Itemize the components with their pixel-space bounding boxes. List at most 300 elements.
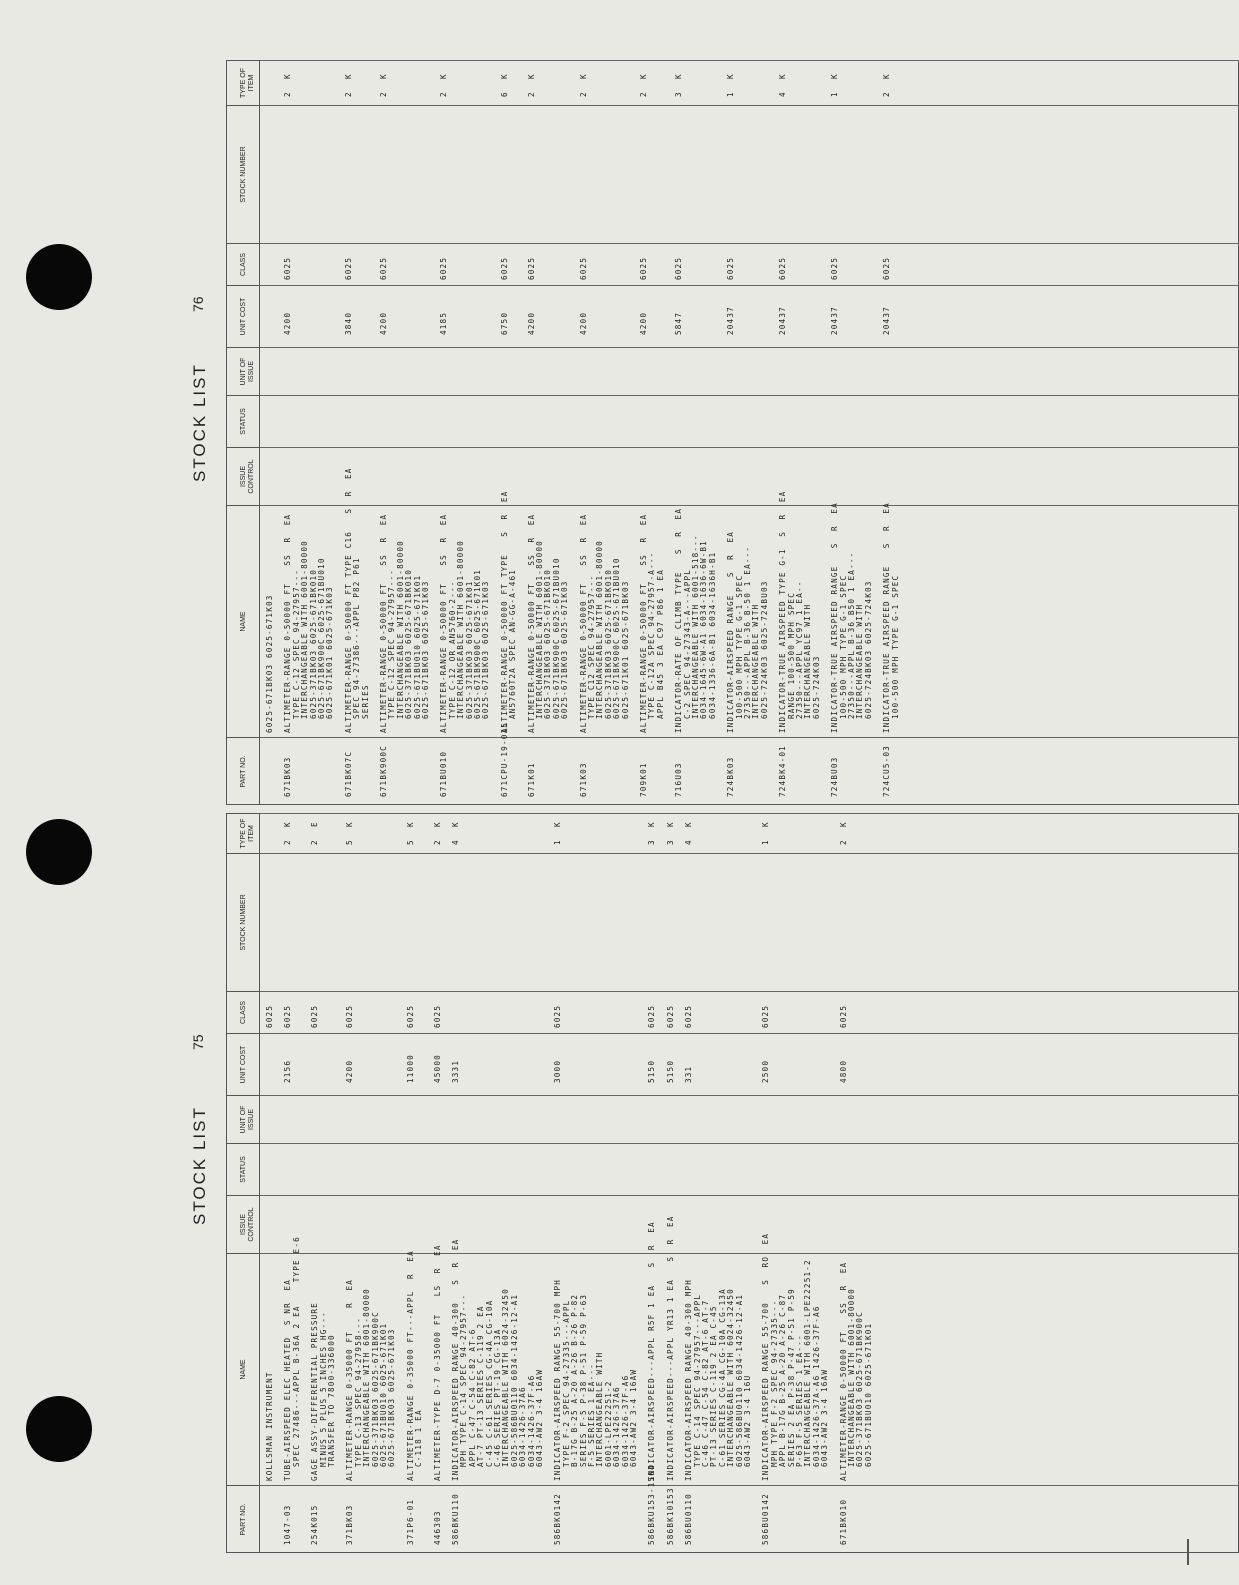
table-row	[580, 60, 640, 805]
part-number: 724BK4-01	[778, 745, 788, 797]
quantity: 3	[665, 839, 675, 845]
class-code: 6025	[665, 1004, 675, 1028]
unit-cost: 2156	[283, 1059, 293, 1083]
item-type: K	[450, 821, 460, 827]
header-cell: STOCK NUMBER	[226, 105, 259, 243]
table-header	[226, 813, 260, 1553]
description-line: 27350---APPL B-36 B50 1 EA---	[846, 551, 856, 719]
quantity: 2	[638, 91, 648, 97]
description-line: 6025-671BK03 6025-671K03	[481, 580, 491, 719]
description-line: SPEC 94-27386---APPL P82 P61	[352, 557, 362, 719]
description-line: RANGE 100-500 MPH SPEC	[786, 592, 796, 719]
class-code: 6025	[553, 1004, 563, 1028]
item-type: E	[310, 821, 320, 827]
part-number: 371P6-01	[405, 1498, 415, 1545]
table-row	[380, 60, 440, 805]
item-description	[528, 514, 570, 733]
description-line: 100-500 MPH TYPE G-1 SPEC	[734, 574, 744, 719]
description-line: 6025-371BK03 6025-671BK010	[404, 568, 414, 719]
description-line: 6025-371BK03 6025-671K01	[464, 580, 474, 719]
part-number: 716U03	[674, 762, 684, 797]
stock-list-table-75	[226, 813, 1239, 1553]
description-line: TYPE C12 SPEC 94-27957---	[586, 574, 596, 719]
description-line: 6025-724K03	[811, 655, 821, 719]
item-description	[345, 467, 370, 733]
table-row	[345, 60, 380, 805]
item-type: K	[343, 73, 353, 79]
description-line: 6043-AW2 3-4 16AW	[629, 1368, 638, 1467]
description-line: INTERCHANGEABLE WITH 6001-80000	[595, 540, 605, 719]
description-line: 6025-671K01 6025-671K03	[325, 586, 335, 719]
unit-cost: 4200	[638, 311, 648, 335]
item-description	[648, 1221, 656, 1481]
description-line: ALTIMETER-RANGE 0-50000 FT TYPE C16 S R EA	[343, 467, 353, 733]
unit-cost: 6750	[499, 311, 509, 335]
item-description	[380, 514, 430, 733]
class-code: 6025	[761, 1004, 771, 1028]
part-number: 671BU010	[439, 750, 449, 797]
item-type: K	[830, 73, 840, 79]
description-line: 6001-LPE22251-2	[603, 1380, 613, 1467]
part-number: 671BK07C	[343, 750, 353, 797]
part-number: 671BK900C	[378, 745, 388, 797]
header-cell: CLASS	[226, 243, 259, 285]
description-line: 6043-AW2 3-4 16AW	[820, 1368, 830, 1467]
description-line: ALTIMETER-RANGE 0-50000 FT SS R EA	[578, 513, 588, 733]
description-line: TUBE-AIRSPEED ELEC HEATED S NR EA	[283, 1278, 293, 1481]
description-line: 6025-671BK900C 6025-671BU010	[612, 557, 622, 719]
quantity: 6	[499, 91, 509, 97]
quantity: 2	[838, 839, 848, 845]
part-number: 1047-03	[283, 1504, 293, 1545]
description-line: 6025-371BK03 6025-671BK900C	[855, 1311, 865, 1467]
item-type: K	[778, 73, 788, 79]
item-description	[346, 1279, 396, 1481]
description-line: INTERCHANGEABLE WITH	[855, 603, 865, 719]
unit-cost: 4200	[578, 311, 588, 335]
table-row	[648, 813, 666, 1553]
item-description	[266, 1371, 274, 1481]
description-line: INTERCHANGEABLE WITH	[595, 1351, 605, 1467]
class-code: 6025	[378, 256, 388, 280]
unit-cost: 4185	[439, 311, 449, 335]
description-line: C-46 C-47 C-54 C-82 AT-6 AT-7	[700, 1299, 710, 1467]
part-number: 671K01	[526, 762, 536, 797]
header-cell: ISSUE CONTROL	[226, 447, 259, 505]
quantity: 5	[345, 839, 355, 845]
part-number: 586BKU110	[450, 1493, 460, 1545]
table-row	[346, 813, 406, 1553]
table-row	[840, 813, 884, 1553]
part-number: 709K01	[638, 762, 648, 797]
description-line: INTERCHANGEABLE WITH 6001-518---	[690, 534, 700, 719]
description-line: 6025-671K01 6025-671BK03	[620, 580, 630, 719]
table-row	[311, 813, 346, 1553]
unit-cost: 45000	[432, 1054, 442, 1083]
item-type: K	[638, 73, 648, 79]
class-code: 6025	[684, 1004, 694, 1028]
item-description	[667, 1215, 675, 1481]
description-line: TYPE C-12A SPEC 94-27957-A---	[647, 551, 657, 719]
item-description	[440, 514, 490, 733]
description-line: INDICATOR-TRUE AIRSPEED TYPE G-1 S R EA	[778, 490, 788, 733]
description-line: AT-7 PT-13 SERIES C-119 2 EA	[476, 1305, 486, 1467]
left-page-number: 75	[190, 1034, 206, 1050]
description-line: PT-13 SERIES C-119 2 EA C-45	[709, 1305, 719, 1467]
quantity: 5	[405, 839, 415, 845]
item-description	[779, 491, 821, 733]
item-description	[266, 594, 274, 733]
table-row	[266, 813, 284, 1553]
class-code: 6025	[638, 256, 648, 280]
class-code: 6025	[778, 256, 788, 280]
description-line: 6025-371BK03 6025-671BK010	[603, 568, 613, 719]
quantity: 4	[684, 839, 694, 845]
table-row	[685, 813, 762, 1553]
unit-cost: 4200	[526, 311, 536, 335]
right-page-title: STOCK LIST	[190, 363, 209, 482]
description-line: INDICATOR-TRUE AIRSPEED RANGE S R EA	[882, 502, 892, 733]
description-line: INTERCHANGEABLE WITH 6001-80000	[534, 540, 544, 719]
quantity: 1	[830, 91, 840, 97]
item-type: K	[283, 73, 293, 79]
item-type: K	[526, 73, 536, 79]
item-type: K	[647, 821, 657, 827]
class-code: 6025	[647, 1004, 657, 1028]
header-cell: UNIT OF ISSUE	[226, 347, 259, 395]
item-description	[452, 1239, 544, 1481]
description-line: INTERCHANGEABLE WITH	[751, 603, 761, 719]
item-type: K	[726, 73, 736, 79]
description-line: ALTIMETER-RANGE 0-50000 FT TYPE S R EA	[499, 490, 509, 733]
description-line: KOLLSMAN INSTRUMENT	[265, 1371, 274, 1481]
description-line: TYPE C-12 SPEC 94-27957---	[291, 568, 301, 719]
header-cell: NAME	[226, 505, 259, 737]
description-line: C-2 SPEC 94-27343-A---APPL	[682, 568, 692, 719]
description-line: 100-500 MPH TYPE G-1 SPEC	[890, 574, 900, 719]
description-line: INDICATOR-AIRSPEED RANGE 55-700 S RO EA	[761, 1232, 771, 1481]
description-line: MPH TYPE C-14 SPEC 94-27957---	[459, 1293, 469, 1467]
item-type: K	[674, 73, 684, 79]
item-type: K	[432, 821, 442, 827]
header-cell: STATUS	[226, 395, 259, 447]
unit-cost: 4200	[378, 311, 388, 335]
item-type: K	[578, 73, 588, 79]
item-type: K	[665, 821, 675, 827]
description-line: ALTIMETER-TYPE D-7 0-35000 FT LS R EA	[432, 1244, 442, 1481]
header-cell: NAME	[226, 1253, 259, 1485]
quantity: 2	[310, 839, 320, 845]
quantity: 1	[761, 839, 771, 845]
right-page-number: 76	[190, 296, 206, 312]
description-line: MPH TYPE F-2 SPEC 94-27335---	[769, 1299, 779, 1467]
class-code: 6025	[830, 256, 840, 280]
description-line: ALTIMETER-RANGE 0-50000 FT SS R EA	[638, 513, 648, 733]
table-row	[554, 813, 648, 1553]
part-number: 254K015	[310, 1504, 320, 1545]
part-number: 371BK03	[345, 1504, 355, 1545]
class-code: 6025	[838, 1004, 848, 1028]
quantity: 2	[283, 91, 293, 97]
table-row	[883, 60, 910, 805]
part-number: 586BK0142	[553, 1493, 563, 1545]
table-row	[452, 813, 554, 1553]
description-line: C-118 1 EA	[414, 1409, 424, 1467]
description-line: C-46 SERIES PT-19 CG-13A	[492, 1328, 502, 1467]
quantity: 2	[526, 91, 536, 97]
unit-cost: 5150	[665, 1059, 675, 1083]
description-line: 6043-AW2 3-4 16U	[742, 1374, 752, 1467]
item-type: K	[882, 73, 892, 79]
part-number: 671CPU-19-015	[499, 721, 509, 797]
table-row	[779, 60, 831, 805]
description-line: 6025-671BK03 6025-671K03	[387, 1328, 397, 1467]
quantity: 4	[450, 839, 460, 845]
quantity: 2	[378, 91, 388, 97]
part-number: 586BKU153-1504	[647, 1464, 657, 1545]
description-line: INDICATOR-AIRSPEED RANGE 40-300 MPH	[684, 1278, 694, 1481]
description-line: 6043-AW2 3-4 16AW	[535, 1368, 545, 1467]
table-row	[501, 60, 528, 805]
class-code: 6025	[405, 1004, 415, 1028]
quantity: 2	[882, 91, 892, 97]
unit-cost: 331	[684, 1065, 694, 1083]
binder-hole	[26, 244, 92, 310]
header-cell: UNIT COST	[226, 1033, 259, 1095]
description-line: ALTIMETER-RANGE 0-50000 FT SS R EA	[439, 513, 449, 733]
description-line: 6034-1426-37A6	[518, 1386, 528, 1467]
description-line: 6025-724K03 6025-724BU03	[759, 580, 769, 719]
description-line: 6025-371BK03 6025-671BK010	[308, 568, 318, 719]
part-number: 724CU5-03	[882, 745, 892, 797]
item-description	[685, 1279, 752, 1481]
quantity: 2	[343, 91, 353, 97]
item-description	[727, 531, 769, 733]
description-line: 6025-724BK03 6025-724K03	[863, 580, 873, 719]
item-description	[284, 1236, 301, 1481]
unit-cost: 4200	[283, 311, 293, 335]
description-line: 6025-671BU010 6025-671K01	[863, 1322, 873, 1467]
item-description	[883, 502, 900, 733]
description-line: APPL B45 3 EA C97 P86 1 EA	[655, 568, 665, 719]
description-line: SERIES 2 EA P-38 P-47 P-51 P-59	[786, 1288, 796, 1467]
binder-hole	[26, 1396, 92, 1462]
unit-cost: 11000	[405, 1054, 415, 1083]
quantity: 2	[283, 839, 293, 845]
item-description	[675, 508, 717, 733]
class-code: 6025	[283, 256, 293, 280]
description-line: INDICATOR-AIRSPEED RANGE 55-700 MPH	[553, 1278, 563, 1481]
description-line: 6034-1426-37A-A6 1426-37F-A6	[811, 1305, 821, 1467]
description-line: INDICATOR-AIRSPEED---APPL YR13 1 EA S R EA	[665, 1215, 675, 1481]
quantity: 4	[778, 91, 788, 97]
class-code: 6025	[674, 256, 684, 280]
description-line: 6025-671BK03 6025-671K03	[421, 580, 430, 719]
class-code: 6025	[310, 1004, 320, 1028]
description-line: INTERCHANGEABLE WITH 6001-80000	[456, 540, 466, 719]
item-type: K	[345, 821, 355, 827]
description-line: 6025-586BU0110 6034-1426-12-A1	[509, 1293, 519, 1467]
quantity: 2	[578, 91, 588, 97]
stock-list-table-76	[226, 60, 1239, 805]
class-code: 6025	[499, 256, 509, 280]
header-cell: TYPE OF ITEM	[226, 813, 259, 853]
description-line: MINUS 5 PLUS 5 INCHES HG---	[318, 1311, 328, 1467]
item-description	[640, 514, 665, 733]
description-line: ALTIMETER-RANGE 0-50000 FT SS R EA	[526, 513, 536, 733]
table-row	[675, 60, 727, 805]
table-row	[284, 60, 344, 805]
description-line: 6025-371BK03 6025-671BK900C	[370, 1311, 380, 1467]
description-line: 6025-671BK900C 6025-671BU010	[551, 557, 561, 719]
table-row	[434, 813, 452, 1553]
description-line: INTERCHANGEABLE WITH 6024-32450	[501, 1288, 511, 1467]
description-line: 6025-671BK03 6025-671K03	[560, 580, 570, 719]
table-row	[640, 60, 675, 805]
part-number: 586BU0110	[684, 1493, 694, 1545]
unit-cost: 20437	[778, 306, 788, 335]
description-line: 6025-671BU010 6025-671K01	[412, 574, 422, 719]
description-line: INDICATOR-AIRSPEED RANGE S R EA	[726, 530, 736, 733]
item-type: K	[684, 821, 694, 827]
table-row	[440, 60, 500, 805]
part-number: 586BK10153	[665, 1487, 675, 1545]
description-line: B-17G B-25 A-20 A-26 B-26 P-82	[570, 1293, 580, 1467]
table-row	[284, 813, 311, 1553]
item-type: K	[838, 821, 848, 827]
header-cell: STATUS	[226, 1143, 259, 1195]
description-line: 27350---APPL B-36 B-50 1 EA---	[742, 545, 752, 719]
description-line: 6034-1426-37F-A6	[526, 1374, 536, 1467]
unit-cost: 3840	[343, 311, 353, 335]
class-code: 6025	[439, 256, 449, 280]
description-line: TYPE C-12 OR AN5760-2---	[447, 580, 457, 719]
description-line: SERIES	[360, 684, 370, 719]
item-type: K	[553, 821, 563, 827]
table-header	[226, 60, 260, 805]
table-body	[266, 60, 910, 805]
description-line: INDICATOR-RATE OF CLIMB TYPE S R EA	[674, 507, 684, 733]
part-number: 446303	[432, 1510, 442, 1545]
part-number: 724BU03	[830, 756, 840, 797]
item-type: K	[405, 821, 415, 827]
part-number: 586BU0142	[761, 1493, 771, 1545]
header-cell: PART NO.	[226, 1485, 259, 1553]
unit-cost: 20437	[726, 306, 736, 335]
description-line: INTERCHANGEABLE WITH 6001-80000	[846, 1288, 856, 1467]
description-line: 6025-671BK900C 6025-671BU010	[317, 557, 327, 719]
description-line: INTERCHANGEABLE WITH 6001-LPE22251-2	[803, 1259, 813, 1467]
item-description	[501, 491, 518, 733]
description-line: 6025-671BK03 6025-671K03	[265, 594, 274, 733]
description-line: INDICATOR-AIRSPEED RANGE 40-300 S R EA	[450, 1238, 460, 1481]
header-cell: UNIT COST	[226, 285, 259, 347]
class-code: 6025	[726, 256, 736, 280]
description-line: TYPE F-2 SPEC 94-27335---APPL	[561, 1299, 571, 1467]
class-code: 6025	[265, 1004, 274, 1028]
description-line: TYPE C-12 SPEC 94-27957---	[387, 568, 397, 719]
description-line: TRANSFER TO 7800-336000	[327, 1334, 336, 1467]
unit-cost: 3331	[450, 1059, 460, 1083]
table-body	[266, 813, 883, 1553]
quantity: 3	[674, 91, 684, 97]
class-code: 6025	[432, 1004, 442, 1028]
unit-cost: 3000	[553, 1059, 563, 1083]
description-line: INTERCHANGEABLE WITH 6024-32450	[726, 1288, 736, 1467]
description-line: ALTIMETER-RANGE 0-50000 FT SS R EA	[838, 1261, 848, 1481]
description-line: 6034-1426-37A6	[612, 1386, 622, 1467]
quantity: 2	[432, 839, 442, 845]
header-cell: UNIT OF ISSUE	[226, 1095, 259, 1143]
quantity: 2	[439, 91, 449, 97]
description-line: ALTIMETER-RANGE 0-50000 FT SS R EA	[283, 513, 293, 733]
unit-cost: 2500	[761, 1059, 771, 1083]
item-description	[580, 514, 630, 733]
header-cell: CLASS	[226, 991, 259, 1033]
description-line: ALTIMETER-RANGE 0-35000 FT---APPL R EA	[405, 1250, 415, 1481]
description-line: INTERCHANGEABLE WITH 6001-80000	[395, 540, 405, 719]
item-type: K	[499, 73, 509, 79]
description-line: 6025-671BK900C 6025-671K01	[472, 568, 482, 719]
description-line: APPL C-47 C-54 C-82 AT-6	[467, 1328, 477, 1467]
item-type: K	[761, 821, 771, 827]
description-line: INDICATOR-TRUE AIRSPEED RANGE S R EA	[830, 502, 840, 733]
unit-cost: 20437	[882, 306, 892, 335]
item-type: K	[439, 73, 449, 79]
quantity: 1	[726, 91, 736, 97]
description-line: 6025-671BU010 6025-671K01	[379, 1322, 388, 1467]
item-type: K	[283, 821, 293, 827]
table-row	[407, 813, 434, 1553]
description-line: INTERCHANGEABLE WITH 6001-80000	[362, 1288, 372, 1467]
description-line: 100-500 MPH TYPE G-1 SPEC	[838, 574, 848, 719]
class-code: 6025	[578, 256, 588, 280]
description-line: INTERCHANGEABLE WITH	[803, 603, 813, 719]
item-description	[840, 1262, 874, 1481]
description-line: 6034-1645-6W-A1 6034-1636-6W-B1	[699, 540, 709, 719]
item-description	[554, 1279, 638, 1481]
description-line: 6034-1336-6A-B1 6034-1636H-B1	[707, 551, 717, 719]
unit-cost: 5847	[674, 311, 684, 335]
class-code: 6025	[882, 256, 892, 280]
description-line: APPL B-17G B-25 A-20 A-26 C-87	[778, 1293, 788, 1467]
description-line: AN5760T2A SPEC AN-GG-A-461	[508, 568, 518, 719]
class-code: 6025	[345, 1004, 355, 1028]
description-line: SERIES F-5 P-38 P-51 P-59 P-63	[578, 1293, 588, 1467]
description-line: INTERCHANGEABLE WITH 6001-80000	[300, 540, 310, 719]
table-row	[528, 60, 580, 805]
table-row	[667, 813, 685, 1553]
table-row	[762, 813, 839, 1553]
item-description	[762, 1233, 829, 1481]
description-line: TYPE C-13 SPEC 94-27958---	[353, 1316, 363, 1467]
description-line: SPEC 27486---APPL B-36A 2 EA TYPE E-6	[291, 1236, 301, 1467]
class-code: 6025	[283, 1004, 293, 1028]
description-line: GAGE ASSY-DIFFERENTIAL PRESSURE	[310, 1302, 320, 1481]
unit-cost: 4200	[345, 1059, 355, 1083]
description-line: ALTIMETER-RANGE 0-35000 FT R EA	[345, 1278, 355, 1481]
description-line: C-61 SERIES CG-4A CG-10A CG-13A	[717, 1288, 727, 1467]
item-description	[407, 1250, 424, 1481]
table-row	[831, 60, 883, 805]
edge-mark	[1187, 1539, 1189, 1565]
table-row	[266, 60, 284, 805]
binder-hole	[26, 819, 92, 885]
left-page-title: STOCK LIST	[190, 1106, 209, 1225]
header-cell: ISSUE CONTROL	[226, 1195, 259, 1253]
unit-cost: 20437	[830, 306, 840, 335]
description-line: TYPE C-14 SPEC 94-27957---APPL	[692, 1293, 702, 1467]
